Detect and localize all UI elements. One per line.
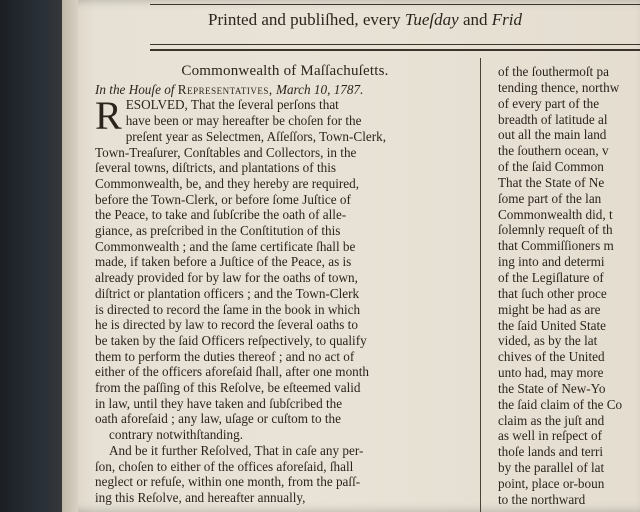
text-line: diſtrict or plantation officers ; and the Town-Clerk bbox=[95, 285, 360, 301]
text-line: of the ſaid Common bbox=[498, 159, 604, 175]
text-line: unto had, may more bbox=[498, 365, 604, 381]
text-line: the State of New-Yo bbox=[498, 380, 606, 396]
text-line: in law, until they have taken and ſubſcribed the bbox=[95, 395, 343, 411]
text-line: ſome part of the lan bbox=[498, 190, 602, 206]
text-line: Commonwealth, be, and they hereby are required, bbox=[95, 175, 360, 191]
text-line: that Commiſſioners m bbox=[498, 238, 614, 254]
dark-binding-background bbox=[0, 0, 70, 512]
text-line: Town-Treaſurer, Conſtables and Collectors, in the bbox=[95, 144, 357, 160]
text-line: point, place or-boun bbox=[498, 475, 605, 491]
text-line: have been or may hereafter be choſen for the bbox=[125, 113, 362, 129]
text-line: vided, as by the lat bbox=[498, 333, 598, 349]
masthead-printed-line bbox=[208, 10, 522, 30]
text-line: of the Legiſlature of bbox=[498, 269, 604, 285]
text-line: claim as the juſt and bbox=[498, 412, 605, 428]
right-column bbox=[498, 64, 640, 508]
text-line: breadth of latitude al bbox=[498, 111, 608, 127]
text-line: is directed to record the ſame in the book in which bbox=[95, 301, 361, 317]
text-line: either of the officers aforeſaid ſhall, after one month bbox=[95, 364, 370, 380]
text-line: And be it further Reſolved, That in caſe any per- bbox=[109, 442, 364, 458]
text-line: tending thence, northw bbox=[498, 79, 620, 95]
text-line: the ſaid claim of the Co bbox=[498, 396, 623, 412]
dateline-date: March 10, 1787. bbox=[272, 81, 364, 97]
masthead-bottom-rule-1 bbox=[150, 44, 640, 45]
text-line: as well in reſpect of bbox=[498, 428, 602, 444]
text-line: already provided for by law for the oaths of town, bbox=[95, 270, 358, 286]
masthead-printed-prefix: Printed and publiſhed, every bbox=[208, 10, 405, 29]
text-line: the ſouthern ocean, v bbox=[498, 143, 609, 159]
dateline-house: Representatives, bbox=[177, 81, 273, 97]
text-line: out all the main land bbox=[498, 127, 607, 143]
masthead-bottom-rule-2 bbox=[150, 49, 640, 51]
text-line: Commonwealth did, t bbox=[498, 206, 613, 222]
text-line: contrary notwithſtanding. bbox=[109, 427, 244, 443]
text-line: ſeveral towns, diſtricts, and plantations of this bbox=[95, 160, 336, 176]
left-column bbox=[95, 64, 475, 506]
masthead-top-rule bbox=[150, 4, 640, 5]
text-line: be taken by the ſaid Officers reſpectively, to qualify bbox=[95, 332, 367, 348]
text-line: made, if taken before a Juſtice of the Peace, as is bbox=[95, 254, 352, 270]
text-line: chives of the United bbox=[498, 349, 605, 365]
resolution-paragraph bbox=[95, 93, 475, 443]
text-line: ſon, choſen to either of the offices aforeſaid, ſhall bbox=[95, 458, 354, 474]
text-line: might be had as are bbox=[498, 301, 601, 317]
text-line: thoſe lands and terri bbox=[498, 444, 604, 460]
text-line: them to perform the duties thereof ; and no act of bbox=[95, 348, 355, 364]
text-line: ing this Reſolve, and hereafter annually, bbox=[95, 489, 306, 505]
further-resolved-paragraph bbox=[95, 443, 475, 506]
column-divider bbox=[480, 58, 481, 512]
text-line: before the Town-Clerk, or before ſome Juſtice of bbox=[95, 191, 351, 207]
masthead-friday: Frid bbox=[491, 10, 522, 29]
text-line: Commonwealth ; and the ſame certificate ſhall be bbox=[95, 238, 356, 254]
text-line: giance, as preſcribed in the Conſtitution of this bbox=[95, 223, 341, 239]
article-dateline bbox=[95, 82, 475, 98]
text-line: he is directed by law to record the ſeveral oaths to bbox=[95, 317, 358, 333]
masthead-tuesday: Tueſday bbox=[404, 10, 459, 29]
dateline-prefix: In the Houſe of bbox=[95, 81, 178, 97]
text-line: that ſuch other proce bbox=[498, 285, 607, 301]
text-line: of every part of the bbox=[498, 95, 600, 111]
text-line: to the northward bbox=[498, 491, 586, 507]
text-line: from the paſſing of this Reſolve, be eſteemed valid bbox=[95, 380, 361, 396]
page-edge-shadow bbox=[62, 0, 78, 512]
text-line: neglect or refuſe, within one month, from the paſſ- bbox=[95, 474, 361, 490]
text-line: ſolemnly requeſt of th bbox=[498, 222, 613, 238]
text-line: the ſaid United State bbox=[498, 317, 607, 333]
text-line: That the State of Ne bbox=[498, 174, 605, 190]
text-line: of the ſouthermoſt pa bbox=[498, 64, 609, 79]
text-line: ESOLVED, That the ſeveral perſons that bbox=[125, 97, 339, 113]
article-title: Commonwealth of Maſſachuſetts. bbox=[181, 63, 389, 79]
text-line: ing into and determi bbox=[498, 254, 605, 270]
text-line: the Peace, to take and ſubſcribe the oath of alle- bbox=[95, 207, 347, 223]
text-line: oath aforeſaid ; any law, uſage or cuſtom to the bbox=[95, 411, 341, 427]
text-line: preſent year as Selectmen, Aſſeſſors, Town-Clerk, bbox=[125, 128, 386, 144]
text-line: by the parallel of lat bbox=[498, 460, 605, 476]
masthead-and: and bbox=[458, 10, 492, 29]
dropcap-letter: R bbox=[95, 93, 122, 139]
